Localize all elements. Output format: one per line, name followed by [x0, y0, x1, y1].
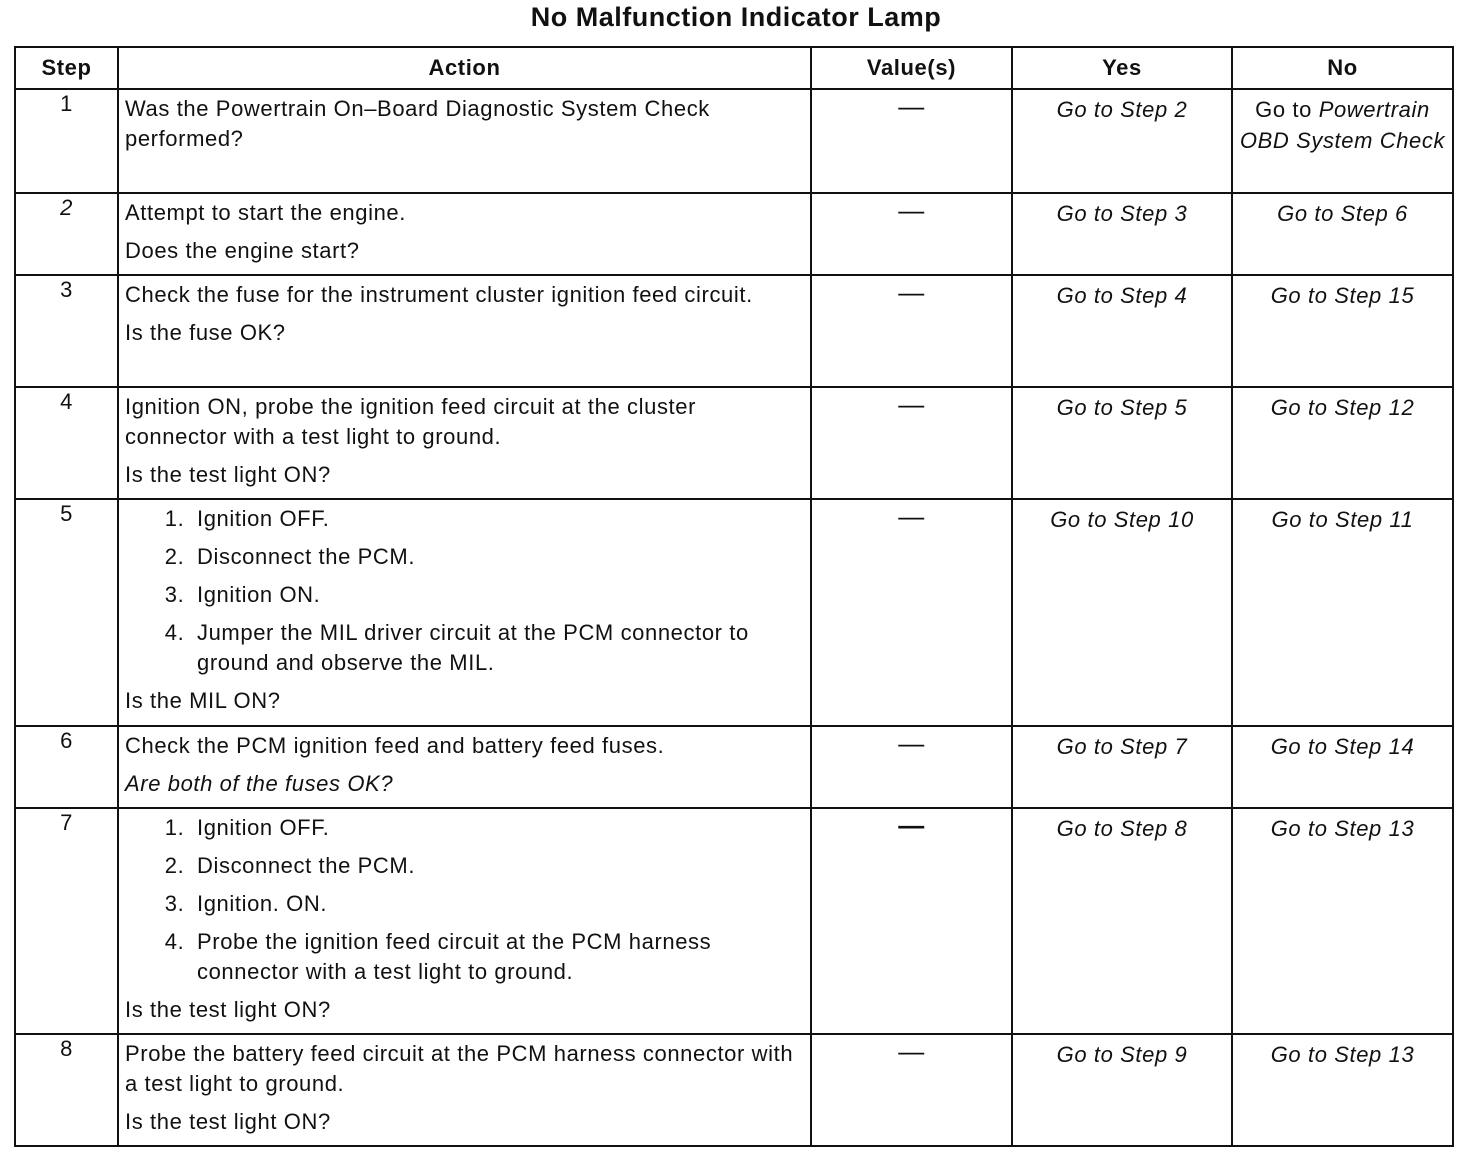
list-item: 2. Disconnect the PCM.	[191, 851, 804, 881]
no-target: Powertrain OBD System Check	[1239, 97, 1446, 153]
no-prefix: Go to	[1255, 97, 1312, 122]
no-cell: Go to Step 6	[1232, 193, 1453, 275]
step-number: 1	[15, 89, 118, 193]
header-values: Value(s)	[811, 47, 1012, 89]
yes-cell: Go to Step 5	[1012, 387, 1232, 499]
action-list	[125, 504, 804, 678]
yes-cell: Go to Step 3	[1012, 193, 1232, 275]
table-row-step-8	[15, 1034, 1453, 1146]
table-row-step-4	[15, 387, 1453, 499]
table-row-step-1	[15, 89, 1453, 193]
no-cell: Go to Step 12	[1232, 387, 1453, 499]
step-number: 7	[15, 808, 118, 1034]
yes-cell: Go to Step 10	[1012, 499, 1232, 726]
action-question: Is the test light ON?	[125, 1109, 331, 1134]
table-row-step-6	[15, 726, 1453, 808]
action-text: Was the Powertrain On–Board Diagnostic System Check performed?	[125, 96, 710, 151]
step-number: 3	[15, 275, 118, 387]
step-number: 5	[15, 499, 118, 726]
list-item: 3. Ignition. ON.	[191, 889, 804, 919]
no-cell: Go to Step 11	[1232, 499, 1453, 726]
no-cell: Go to Step 13	[1232, 1034, 1453, 1146]
value-cell: —	[811, 499, 1012, 726]
action-cell	[118, 1034, 811, 1146]
action-text: Check the PCM ignition feed and battery feed fuses.	[125, 733, 665, 758]
action-question: Is the test light ON?	[125, 462, 331, 487]
header-row	[15, 47, 1453, 89]
value-cell: —	[811, 193, 1012, 275]
value-cell: —	[811, 726, 1012, 808]
list-item: 1. Ignition OFF.	[191, 504, 804, 534]
action-text: Ignition ON, probe the ignition feed circuit at the cluster connector with a test light to ground.	[125, 394, 697, 449]
action-question: Are both of the fuses OK?	[125, 771, 394, 796]
list-item: 2. Disconnect the PCM.	[191, 542, 804, 572]
action-cell	[118, 726, 811, 808]
diagnostic-table	[14, 46, 1454, 1147]
action-text: Probe the battery feed circuit at the PCM harness connector with a test light to ground.	[125, 1041, 794, 1096]
table-row-step-2	[15, 193, 1453, 275]
list-item: 3. Ignition ON.	[191, 580, 804, 610]
yes-cell: Go to Step 2	[1012, 89, 1232, 193]
value-cell: —	[811, 387, 1012, 499]
step-number: 6	[15, 726, 118, 808]
step-number: 2	[15, 193, 118, 275]
header-step: Step	[15, 47, 118, 89]
action-cell	[118, 808, 811, 1034]
action-cell	[118, 275, 811, 387]
value-cell: —	[811, 89, 1012, 193]
list-item: 1. Ignition OFF.	[191, 813, 804, 843]
step-number: 8	[15, 1034, 118, 1146]
list-item: 4. Jumper the MIL driver circuit at the PCM connector to ground and observe the MIL.	[191, 618, 804, 678]
action-cell	[118, 499, 811, 726]
value-cell: —	[811, 275, 1012, 387]
table-row-step-3	[15, 275, 1453, 387]
yes-cell: Go to Step 7	[1012, 726, 1232, 808]
yes-cell: Go to Step 4	[1012, 275, 1232, 387]
action-cell	[118, 89, 811, 193]
value-cell: —	[811, 808, 1012, 1034]
action-question: Does the engine start?	[125, 238, 360, 263]
header-action: Action	[118, 47, 811, 89]
no-cell: Go to Step 14	[1232, 726, 1453, 808]
value-cell: —	[811, 1034, 1012, 1146]
page-title: No Malfunction Indicator Lamp	[530, 2, 942, 32]
action-cell	[118, 193, 811, 275]
action-text: Check the fuse for the instrument cluster ignition feed circuit.	[125, 282, 753, 307]
no-cell	[1232, 89, 1453, 193]
list-item: 4. Probe the ignition feed circuit at the PCM harness connector with a test light to ground.	[191, 927, 804, 987]
header-no: No	[1232, 47, 1453, 89]
action-text: Attempt to start the engine.	[125, 200, 406, 225]
yes-cell: Go to Step 9	[1012, 1034, 1232, 1146]
header-yes: Yes	[1012, 47, 1232, 89]
table-row-step-5	[15, 499, 1453, 726]
action-cell	[118, 387, 811, 499]
action-question: Is the MIL ON?	[125, 688, 281, 713]
no-cell: Go to Step 15	[1232, 275, 1453, 387]
action-list	[125, 813, 804, 987]
table-row-step-7	[15, 808, 1453, 1034]
yes-cell: Go to Step 8	[1012, 808, 1232, 1034]
no-cell: Go to Step 13	[1232, 808, 1453, 1034]
action-question: Is the fuse OK?	[125, 320, 286, 345]
action-question: Is the test light ON?	[125, 997, 331, 1022]
step-number: 4	[15, 387, 118, 499]
